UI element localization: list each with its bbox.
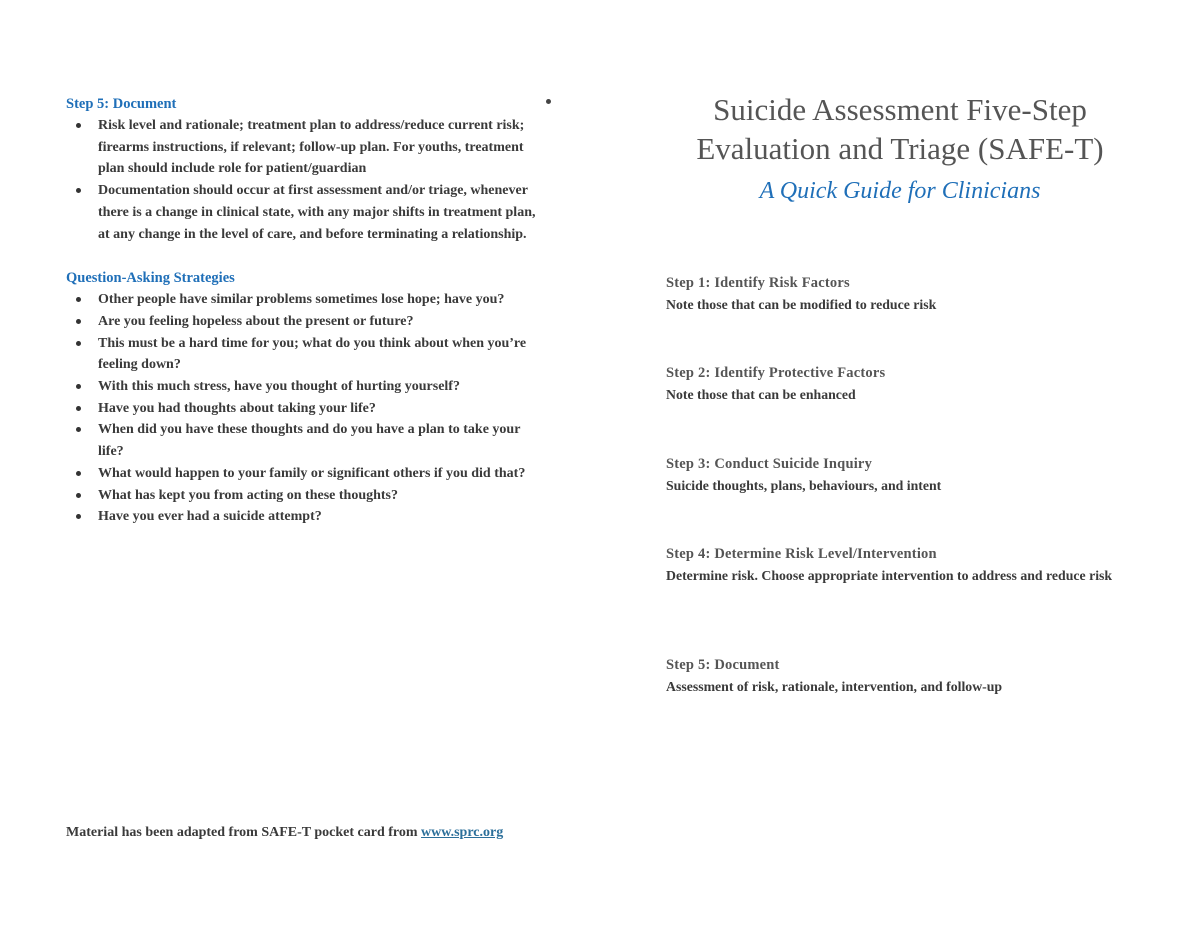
bullet-icon: [76, 341, 81, 346]
source-note-text: Material has been adapted from SAFE-T pocket card from: [66, 825, 422, 840]
list-item: [66, 463, 541, 485]
document-heading: Step 5: Document: [66, 96, 177, 112]
list-item: [66, 398, 541, 420]
list-item-text: What would happen to your family or significant others if you did that?: [98, 465, 526, 481]
bullet-icon: [76, 493, 81, 498]
list-item-text: Are you feeling hopeless about the present or future?: [98, 313, 414, 329]
list-item: [66, 485, 541, 507]
list-item-text: When did you have these thoughts and do you have a plan to take your life?: [98, 422, 521, 460]
bullet-icon: [76, 123, 81, 128]
list-item-text: Have you had thoughts about taking your life?: [98, 400, 376, 416]
title-line-2: Evaluation and Triage (SAFE-T): [696, 131, 1104, 166]
list-item: [66, 115, 541, 180]
page-subtitle: A Quick Guide for Clinicians: [759, 178, 1041, 204]
bullet-icon: [76, 188, 81, 193]
list-item: [66, 289, 541, 311]
step-description: Note those that can be enhanced: [666, 387, 856, 402]
bullet-icon: [546, 99, 551, 104]
step-1: [666, 273, 1141, 315]
left-panel: [66, 94, 541, 528]
title-line-1: Suicide Assessment Five-Step: [713, 92, 1087, 127]
step-description: Determine risk. Choose appropriate intervention to address and reduce risk: [666, 568, 1113, 583]
step-5: [666, 655, 1141, 697]
step-description: Assessment of risk, rationale, intervention, and follow-up: [666, 679, 1003, 694]
list-item-text: Risk level and rationale; treatment plan to address/reduce current risk; firearms instructions, if relevant; follow-up plan. For youths, treatment plan should include role for patient/guardian: [98, 118, 525, 177]
bullet-icon: [76, 514, 81, 519]
step-title: Step 1: Identify Risk Factors: [666, 275, 850, 291]
step-title: Step 2: Identify Protective Factors: [666, 365, 886, 381]
bullet-icon: [76, 319, 81, 324]
list-item-text: With this much stress, have you thought of hurting yourself?: [98, 379, 460, 395]
bullet-icon: [76, 297, 81, 302]
step-description: Note those that can be modified to reduce risk: [666, 297, 937, 312]
questions-heading: Question-Asking Strategies: [66, 270, 235, 287]
step-title: Step 3: Conduct Suicide Inquiry: [666, 456, 873, 472]
bullet-icon: [76, 427, 81, 432]
right-panel: [640, 90, 1160, 206]
bullet-icon: [76, 406, 81, 411]
sprc-link[interactable]: www.sprc.org: [421, 825, 504, 840]
list-item: [66, 180, 541, 245]
list-item: [66, 333, 541, 376]
step-3: [666, 454, 1141, 496]
step-2: [666, 363, 1141, 405]
page-title: [640, 90, 1160, 168]
list-item-text: Have you ever had a suicide attempt?: [98, 509, 322, 525]
list-item: [66, 506, 541, 528]
questions-list: [66, 289, 541, 528]
list-item: [66, 311, 541, 333]
list-item-text: Documentation should occur at first assessment and/or triage, whenever there is a change in clinical state, with any major shifts in treatment plan, at any change in the level of care, and before terminating a relationship.: [98, 183, 536, 242]
bullet-icon: [76, 471, 81, 476]
source-note: [66, 825, 503, 841]
step-description: Suicide thoughts, plans, behaviours, and intent: [666, 478, 942, 493]
step-title: Step 5: Document: [666, 657, 780, 673]
list-item: [66, 376, 541, 398]
step-title: Step 4: Determine Risk Level/Intervention: [666, 546, 937, 562]
document-list: [66, 115, 541, 245]
list-item-text: This must be a hard time for you; what do you think about when you’re feeling down?: [98, 335, 527, 373]
list-item-text: What has kept you from acting on these thoughts?: [98, 487, 398, 503]
list-item: [66, 419, 541, 462]
step-4: [666, 544, 1141, 586]
bullet-icon: [76, 384, 81, 389]
list-item-text: Other people have similar problems sometimes lose hope; have you?: [98, 292, 505, 308]
